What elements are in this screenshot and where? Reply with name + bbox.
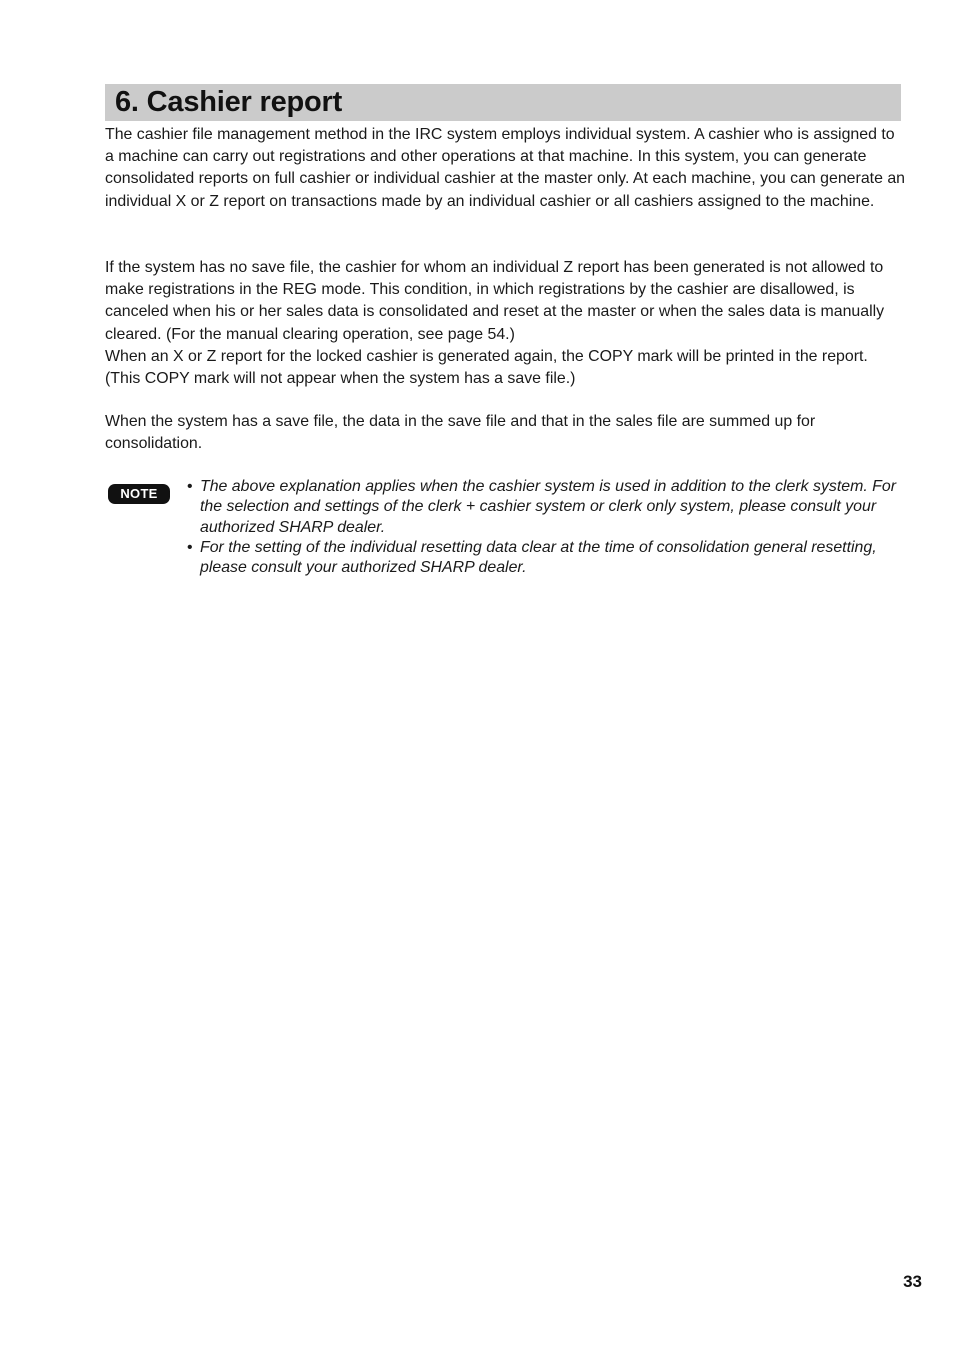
section-title: 6. Cashier report — [115, 86, 343, 118]
note-item-text: The above explanation applies when the cashier system is used in addition to the clerk system. For the selection and settings of the clerk + cashier system or clerk only system, please consult your authorized SHARP dealer. — [200, 478, 897, 536]
bullet-icon: • — [187, 478, 193, 495]
save-file-paragraph — [105, 411, 905, 455]
note-item — [187, 538, 905, 579]
note-item — [187, 477, 905, 538]
note-badge: NOTE — [108, 484, 170, 504]
paragraph-text: When the system has a save file, the data in the save file and that in the sales file are summed up for consolidation. — [105, 413, 816, 453]
no-save-file-paragraph — [105, 257, 905, 390]
note-item-text: For the setting of the individual resetting data clear at the time of consolidation general resetting, please consult your authorized SHARP dealer. — [200, 538, 877, 577]
section-heading-bar — [105, 84, 901, 121]
paragraph-text: If the system has no save file, the cashier for whom an individual Z report has been generated is not allowed to make registrations in the REG mode. This condition, in which registrations by the cashier are disallowed, is canceled when his or her sales data is consolidated and reset at the master or when the sales data is manually cleared. (For the manual clearing operation, see page 54.) — [105, 259, 885, 343]
paragraph-text: When an X or Z report for the locked cashier is generated again, the COPY mark will be printed in the report. (This COPY mark will not appear when the system has a save file.) — [105, 347, 868, 388]
intro-paragraph — [105, 124, 905, 213]
page-number: 33 — [903, 1272, 922, 1291]
note-list — [187, 477, 905, 578]
paragraph-text: The cashier file management method in the IRC system employs individual system. A cashier who is assigned to a machine can carry out registrations and other operations at that machine. In this system, you can generate consolidated reports on full cashier or individual cashier at the master only. At each machine, you can generate an individual X or Z report on transactions made by an individual cashier or all cashiers assigned to the machine. — [105, 126, 905, 210]
bullet-icon: • — [187, 538, 193, 556]
